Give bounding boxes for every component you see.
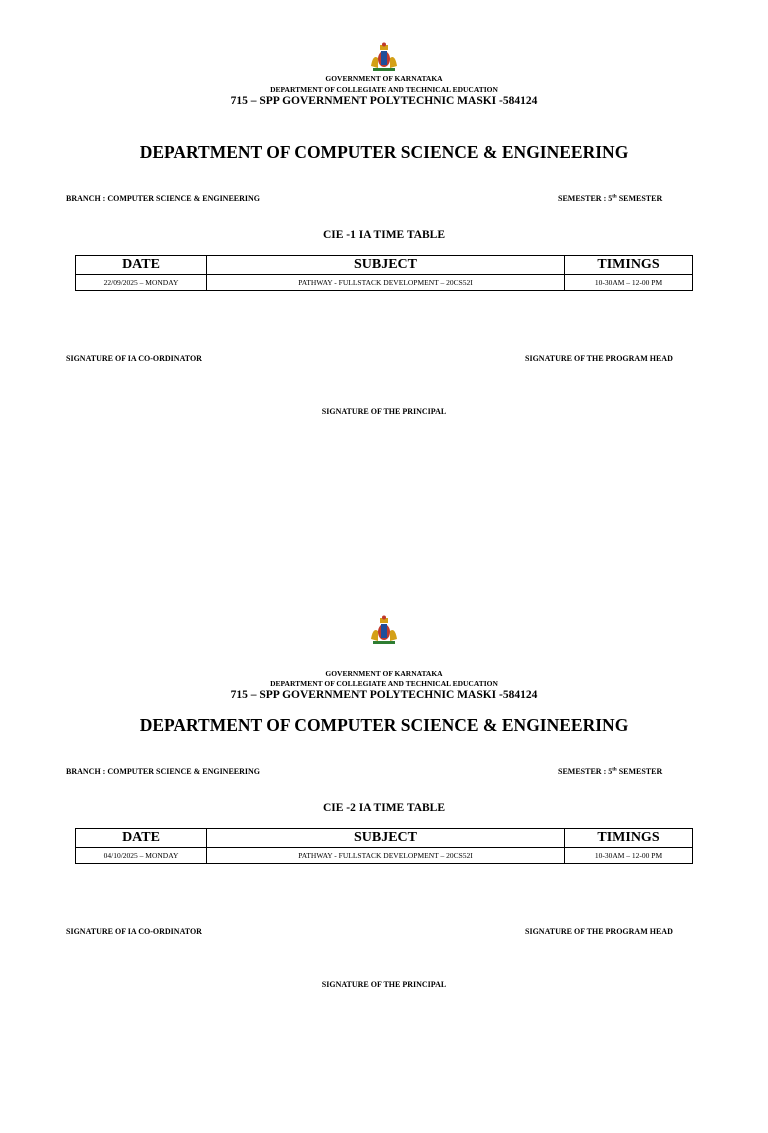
semester-suffix: SEMESTER: [616, 194, 663, 203]
timetable-block-1: [0, 0, 768, 560]
header-dept-education: DEPARTMENT OF COLLEGIATE AND TECHNICAL EDUCATION: [270, 679, 498, 688]
col-date: DATE: [76, 256, 207, 275]
branch-label: BRANCH : COMPUTER SCIENCE & ENGINEERING: [66, 767, 261, 776]
semester-label: [558, 767, 662, 776]
table-header-row: [76, 256, 693, 275]
signature-coordinator: SIGNATURE OF IA CO-ORDINATOR: [66, 354, 202, 363]
timetable-title: CIE -1 IA TIME TABLE: [322, 229, 446, 241]
signature-program-head: SIGNATURE OF THE PROGRAM HEAD: [525, 354, 673, 363]
cell-subject: PATHWAY - FULLSTACK DEVELOPMENT – 20CS52I: [207, 848, 565, 864]
department-title: DEPARTMENT OF COMPUTER SCIENCE & ENGINEERING: [139, 715, 629, 735]
col-date: DATE: [76, 829, 207, 848]
table-header-row: [76, 829, 693, 848]
col-timings: TIMINGS: [565, 829, 693, 848]
header-institution: 715 – SPP GOVERNMENT POLYTECHNIC MASKI -584124: [230, 95, 538, 107]
signature-coordinator: SIGNATURE OF IA CO-ORDINATOR: [66, 927, 202, 936]
cell-timings: 10-30AM – 12-00 PM: [565, 848, 693, 864]
semester-label: [558, 194, 662, 203]
semester-prefix: SEMESTER : 5: [558, 767, 613, 776]
timetable: [75, 255, 693, 291]
cell-timings: 10-30AM – 12-00 PM: [565, 275, 693, 291]
karnataka-emblem-icon: [367, 42, 401, 72]
semester-sup: th: [612, 767, 617, 773]
cell-date: 22/09/2025 – MONDAY: [76, 275, 207, 291]
semester-sup: th: [612, 194, 617, 200]
header-institution: 715 – SPP GOVERNMENT POLYTECHNIC MASKI -584124: [230, 689, 538, 701]
col-subject: SUBJECT: [207, 829, 565, 848]
col-subject: SUBJECT: [207, 256, 565, 275]
signature-program-head: SIGNATURE OF THE PROGRAM HEAD: [525, 927, 673, 936]
header-govt: GOVERNMENT OF KARNATAKA: [325, 74, 443, 83]
semester-prefix: SEMESTER : 5: [558, 194, 613, 203]
header-govt: GOVERNMENT OF KARNATAKA: [325, 669, 443, 678]
timetable: [75, 828, 693, 864]
table-row: [76, 275, 693, 291]
semester-suffix: SEMESTER: [616, 767, 663, 776]
header-dept-education: DEPARTMENT OF COLLEGIATE AND TECHNICAL EDUCATION: [270, 85, 498, 94]
karnataka-emblem-icon: [367, 615, 401, 645]
cell-subject: PATHWAY - FULLSTACK DEVELOPMENT – 20CS52I: [207, 275, 565, 291]
timetable-title: CIE -2 IA TIME TABLE: [322, 802, 446, 814]
branch-label: BRANCH : COMPUTER SCIENCE & ENGINEERING: [66, 194, 261, 203]
cell-date: 04/10/2025 – MONDAY: [76, 848, 207, 864]
signature-principal: SIGNATURE OF THE PRINCIPAL: [321, 980, 447, 989]
timetable-block-2: [0, 573, 768, 1133]
table-row: [76, 848, 693, 864]
signature-principal: SIGNATURE OF THE PRINCIPAL: [321, 407, 447, 416]
department-title: DEPARTMENT OF COMPUTER SCIENCE & ENGINEERING: [139, 142, 629, 162]
col-timings: TIMINGS: [565, 256, 693, 275]
